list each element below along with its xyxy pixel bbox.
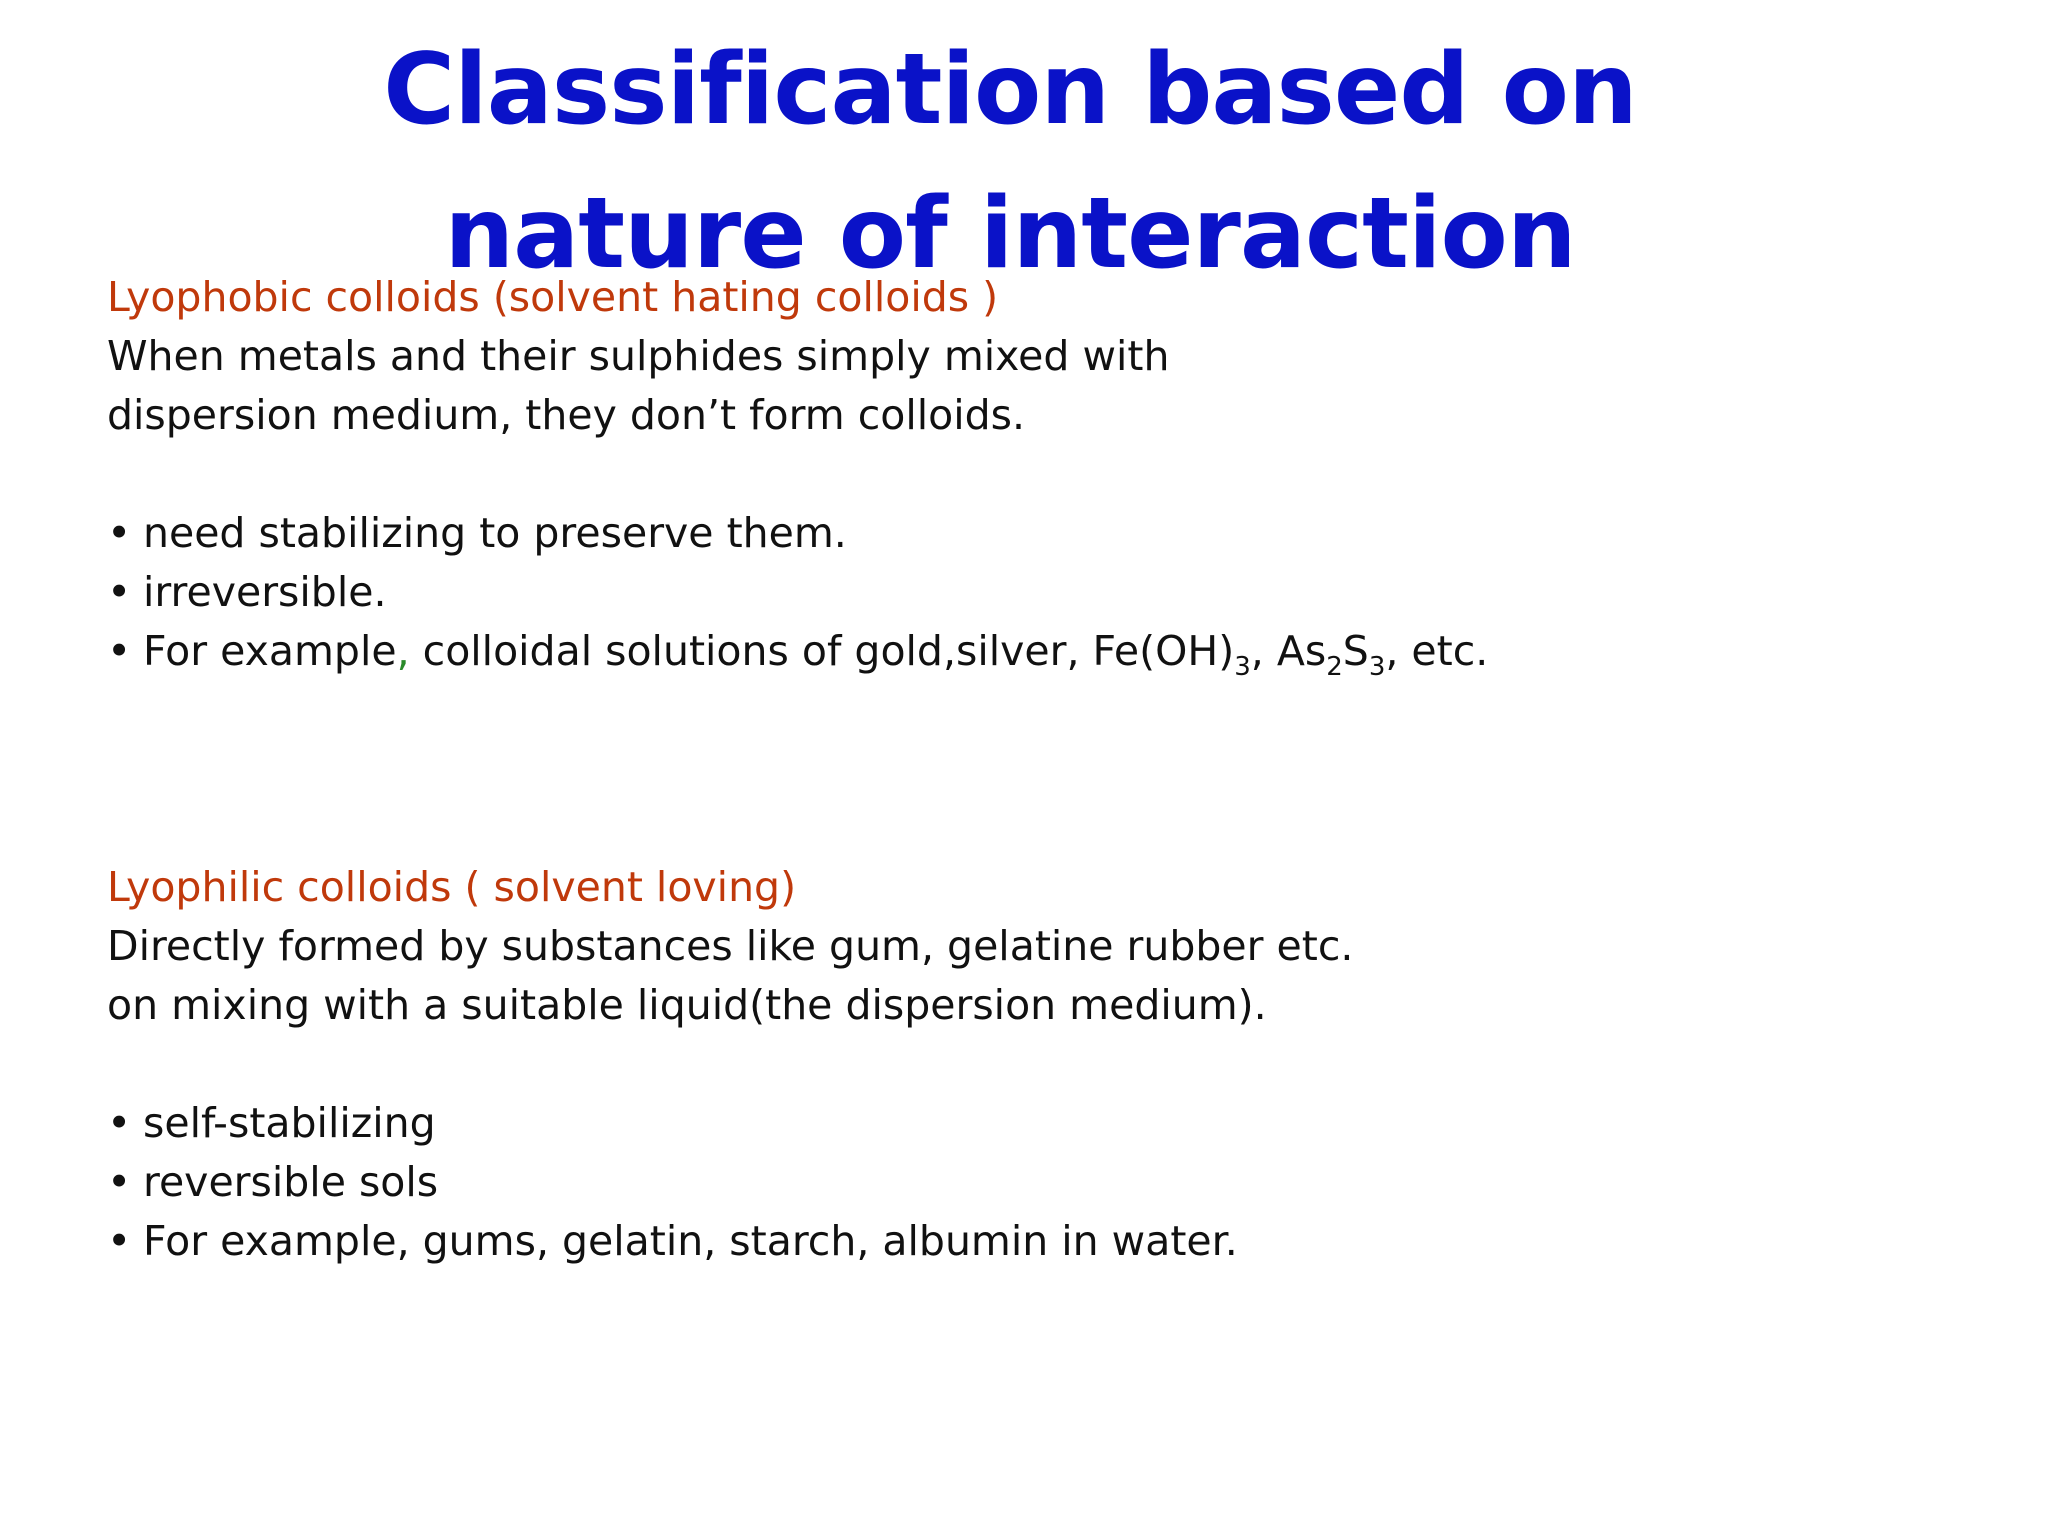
- bullet-text: need stabilizing to preserve them.: [143, 509, 847, 557]
- lyophilic-bullet-2: [107, 1153, 1907, 1212]
- bullet-text: irreversible.: [143, 568, 387, 616]
- lyophobic-bullet-2: [107, 563, 1907, 622]
- spacer: [107, 1035, 1907, 1094]
- lyophobic-description-line-1: When metals and their sulphides simply mixed with: [107, 332, 1170, 380]
- bullet-text: reversible sols: [143, 1158, 439, 1206]
- lyophilic-description-line-2: on mixing with a suitable liquid(the dispersion medium).: [107, 981, 1267, 1029]
- lyophilic-description-line-1: Directly formed by substances like gum, gelatine rubber etc.: [107, 922, 1354, 970]
- bullet-icon: •: [107, 1217, 132, 1265]
- lyophilic-bullet-3: [107, 1212, 1907, 1271]
- lyophobic-bullet-1: [107, 504, 1907, 563]
- bullet-text: For example, gums, gelatin, starch, albumin in water.: [143, 1217, 1238, 1265]
- lyophilic-bullet-1: [107, 1094, 1907, 1153]
- lyophilic-heading: Lyophilic colloids ( solvent loving): [107, 863, 797, 911]
- slide-content: [107, 268, 1907, 1271]
- example-text: colloidal solutions of gold,silver, Fe(OH): [409, 627, 1235, 675]
- example-comma: ,: [396, 627, 410, 675]
- example-text-3: S: [1342, 627, 1369, 675]
- lyophobic-description-line-2: dispersion medium, they don’t form colloids.: [107, 391, 1026, 439]
- lyophobic-heading: Lyophobic colloids (solvent hating colloids ): [107, 273, 999, 321]
- subscript: 2: [1326, 652, 1343, 682]
- subscript: 3: [1368, 652, 1386, 682]
- example-text-4: , etc.: [1385, 627, 1489, 675]
- example-text-2: , As: [1250, 627, 1327, 675]
- spacer: [107, 445, 1907, 504]
- bullet-icon: •: [107, 1099, 132, 1147]
- bullet-text: self-stabilizing: [143, 1099, 436, 1147]
- example-prefix: For example: [143, 627, 397, 675]
- bullet-icon: •: [107, 509, 132, 557]
- bullet-icon: •: [107, 1158, 132, 1206]
- subscript: 3: [1234, 652, 1251, 682]
- lyophobic-bullet-example: [107, 622, 1907, 681]
- slide-title: Classification based on nature of interaction: [383, 33, 1637, 291]
- bullet-icon: •: [107, 568, 132, 616]
- bullet-icon: •: [107, 627, 132, 675]
- spacer: [107, 681, 1907, 858]
